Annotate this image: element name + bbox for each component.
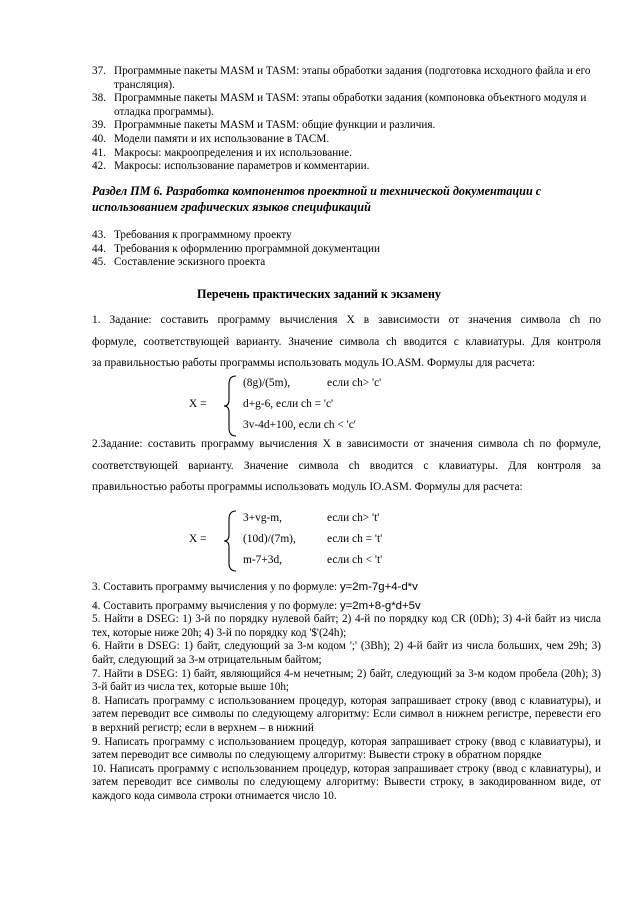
task-6: 6. Найти в DSEG: 1) байт, следующий за 3-м кодом ';' (3Bh); 2) 4-й байт из числа больших, чем 29h; 3) байт, следующий за 3-м отрицательным байтом;	[92, 640, 601, 666]
question-item: 43. Требования к программному проекту	[92, 229, 292, 241]
question-item: 39. Программные пакеты MASM и TASM: общие функции и различия.	[92, 119, 436, 132]
task-10: 10. Написать программу с использованием процедур, которая запрашивает строку (ввод с клавиатуры), и затем переводит все символы по следующему алгоритму: Вывести строку, в закодированном виде, от каждого кода символа строки отнимается число 10.	[92, 762, 601, 802]
task-2-text: 2.Задание: составить программу вычисления Х в зависимости от значения символа ch по формуле, соответствующей варианту. Значение символа ch вводится с клавиатуры. Для контроля за правильностью работы программы использовать модуль IO.ASM. Формулы для расчета:	[92, 438, 601, 493]
question-item: 42. Макросы: использование параметров и комментарии.	[92, 160, 370, 173]
task-4: 4. Составить программу вычисления y по формуле: y=2m+8-g*d+5v	[92, 599, 421, 612]
question-item: 45. Составление эскизного проекта	[92, 256, 266, 269]
section-title: Раздел ПМ 6. Разработка компонентов проектной и технической документации с использованием графических языков спецификаций	[92, 184, 542, 214]
task-5: 5. Найти в DSEG: 1) 3-й по порядку нулевой байт; 2) 4-й по порядку код CR (0Dh); 3) 4-й байт из числа тех, которые ниже 20h; 4) 3-й по порядку код '$'(24h);	[92, 613, 601, 639]
task-3: 3. Составить программу вычисления y по формуле: y=2m-7g+4-d*v	[92, 581, 418, 593]
question-item: 44. Требования к оформлению программной документации	[92, 242, 380, 255]
exam-questions-list-top	[92, 65, 592, 174]
task-9: 9. Написать программу с использованием процедур, которая запрашивает строку (ввод с клавиатуры), и затем переводит все символы по следующему алгоритму: Вывести строку в обратном порядке	[92, 735, 601, 762]
tasks-list	[92, 581, 601, 804]
task-7: 7. Найти в DSEG: 1) байт, являющийся 4-м нечетным; 2) байт, следующий за 3-м кодом пробела (20h); 3) 3-й байт из числа тех, которые выше 10h;	[92, 667, 601, 694]
task-1-formula: X = (8g)/(5m), если ch> 'c' d+g-6, если ch = 'c' 3v-4d+100, если ch < 'c'	[0, 373, 638, 443]
question-item: 40. Модели памяти и их использование в TACM.	[92, 132, 330, 145]
task-2-formula: X = 3+vg-m, если ch> 't' (10d)/(7m), если ch = 't' m-7+3d, если ch < 't'	[0, 508, 638, 578]
left-brace-icon	[222, 374, 238, 438]
question-item: 38. Программные пакеты MASM и TASM: этапы обработки задания (компоновка объектного модуля и отладка программы).	[92, 92, 587, 118]
task-8: 8. Написать программу с использованием процедур, которая запрашивает строку (ввод с клавиатуры), и затем переводит все символы по следующему алгоритму: Если символ в нижнем регистре, перевести его в верхний регистр; если в верхнем – в нижний	[92, 694, 601, 734]
exam-questions-list-bottom	[92, 229, 592, 270]
task-1-text: 1. Задание: составить программу вычисления Х в зависимости от значения символа ch по формуле, соответствующей варианту. Значение символа ch вводится с клавиатуры. Для контроля за правильностью работы программы использовать модуль IO.ASM. Формулы для расчета:	[92, 314, 601, 369]
practical-tasks-heading: Перечень практических заданий к экзамену	[197, 287, 441, 301]
question-item: 37. Программные пакеты MASM и TASM: этапы обработки задания (подготовка исходного файла и его трансляция).	[92, 65, 591, 91]
left-brace-icon	[222, 509, 238, 573]
question-item: 41. Макросы: макроопределения и их использование.	[92, 146, 352, 159]
